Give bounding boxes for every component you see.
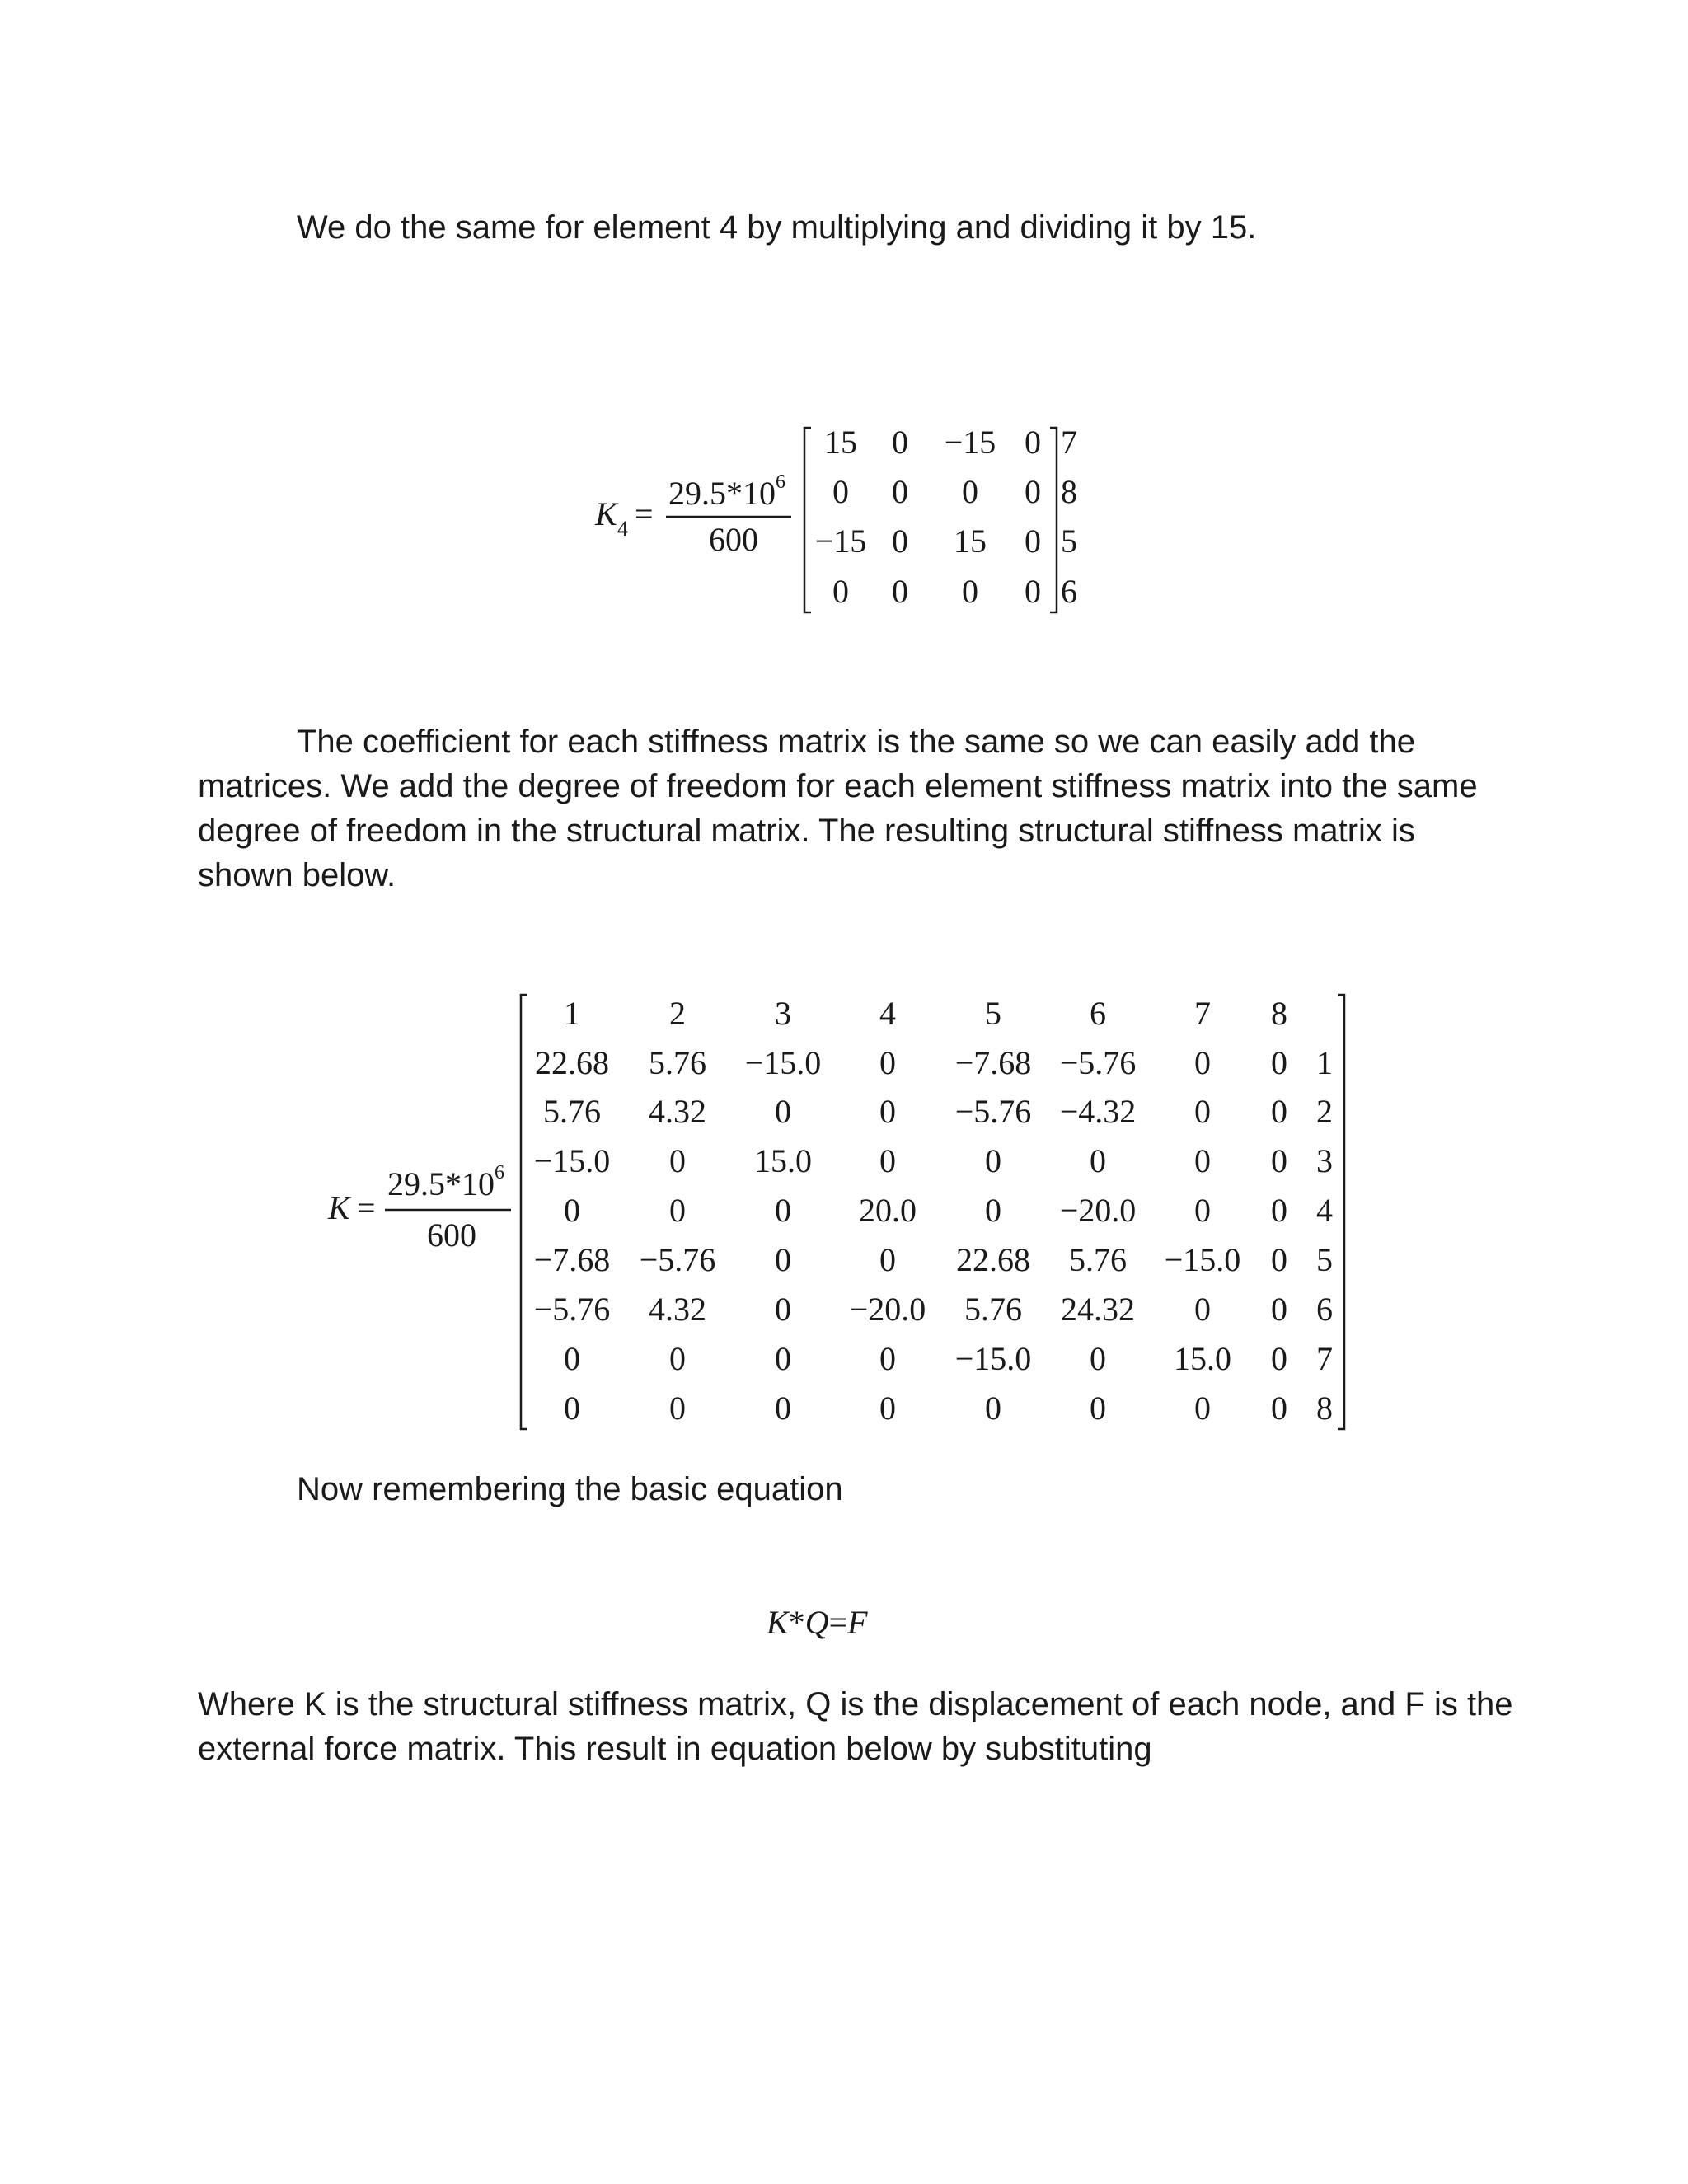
k-matrix-cell: 5.76 [1069, 1241, 1127, 1278]
k-matrix-cell: −15.0 [533, 1142, 611, 1179]
k-matrix-cell: −5.76 [533, 1291, 611, 1328]
k-matrix-cell: 0 [1194, 1142, 1211, 1179]
k-matrix-cell: −4.32 [1059, 1093, 1137, 1130]
k-column-header: 5 [985, 995, 1001, 1032]
k-column-header: 3 [775, 995, 791, 1032]
k-dof-label: 7 [1316, 1340, 1333, 1377]
k-matrix-cell: 22.68 [956, 1241, 1030, 1278]
k-column-header: 1 [564, 995, 580, 1032]
k-coefficient-denominator: 600 [427, 1216, 476, 1254]
k-right-bracket [1338, 995, 1344, 1429]
k-matrix-cell: 0 [775, 1340, 791, 1377]
k-matrix-cell: 0 [1271, 1093, 1287, 1130]
k-matrix-cell: −5.76 [1059, 1044, 1137, 1081]
k-matrix-cell: 0 [1194, 1192, 1211, 1229]
k-lhs: K [328, 1189, 350, 1226]
k-matrix-cell: −15.0 [1164, 1241, 1241, 1278]
k-column-header: 8 [1271, 995, 1287, 1032]
k-equals: = [357, 1189, 376, 1226]
k-matrix-cell: 0 [1271, 1340, 1287, 1377]
k-matrix-cell: 0 [1271, 1241, 1287, 1278]
k4-matrix-cell: 0 [962, 573, 978, 610]
k4-lhs: K [595, 495, 617, 532]
k-dof-label: 5 [1316, 1241, 1333, 1278]
k-matrix-cell: 0 [775, 1390, 791, 1427]
k4-matrix-cell: 0 [962, 473, 978, 510]
k-matrix-cell: 0 [879, 1241, 896, 1278]
k-matrix-cell: 0 [985, 1142, 1001, 1179]
k-matrix-cell: 0 [1271, 1192, 1287, 1229]
k4-matrix-cell: −15 [814, 523, 867, 560]
eq-basic-star: * [788, 1604, 805, 1641]
k4-equals: = [635, 495, 654, 532]
k4-matrix-cell: 0 [1025, 473, 1041, 510]
k-matrix-cell: −7.68 [533, 1241, 611, 1278]
k4-matrix-cell: 0 [832, 473, 849, 510]
k-matrix-cell: 0 [775, 1291, 791, 1328]
k-matrix-cell: −15.0 [954, 1340, 1032, 1377]
k-matrix-cell: −15.0 [744, 1044, 822, 1081]
k-column-header: 2 [669, 995, 686, 1032]
k-matrix-cell: 0 [1271, 1291, 1287, 1328]
k-matrix-cell: 0 [879, 1044, 896, 1081]
k-matrix-cell: 0 [879, 1142, 896, 1179]
k-matrix-cell: 0 [1194, 1044, 1211, 1081]
k4-matrix [804, 424, 1077, 612]
equation-basic [767, 1603, 868, 1642]
k4-lhs-subscript: 4 [617, 517, 628, 541]
k4-matrix-cell: 0 [832, 573, 849, 610]
k-matrix-cell: 0 [879, 1390, 896, 1427]
k-coefficient-numerator: 29.5*10 [387, 1165, 495, 1202]
k-matrix-cell: 0 [985, 1192, 1001, 1229]
k-matrix-cell: −5.76 [954, 1093, 1032, 1130]
eq-basic-q: Q [804, 1604, 829, 1641]
k-dof-label: 8 [1316, 1390, 1333, 1427]
k4-matrix-cell: 0 [892, 473, 908, 510]
paragraph-basic-equation: Now remembering the basic equation [297, 1471, 843, 1507]
k4-matrix-cell: 0 [1025, 573, 1041, 610]
k-matrix-cell: 0 [669, 1142, 686, 1179]
paragraph-coefficient [198, 719, 1517, 898]
k-matrix-cell: −20.0 [849, 1291, 926, 1328]
k4-coefficient-numerator: 29.5*10 [668, 475, 776, 512]
k4-dof-label: 7 [1061, 424, 1077, 461]
k-matrix-cell: 0 [1271, 1390, 1287, 1427]
k-matrix-cell: 0 [1271, 1044, 1287, 1081]
k-dof-label: 3 [1316, 1142, 1333, 1179]
k-coefficient-exponent: 6 [495, 1162, 504, 1183]
k-matrix [521, 995, 1344, 1429]
k-matrix-cell: 0 [1194, 1291, 1211, 1328]
k-matrix-cell: 0 [669, 1340, 686, 1377]
k-matrix-cell: 15.0 [754, 1142, 812, 1179]
k4-matrix-cell: 0 [892, 573, 908, 610]
k-matrix-cell: 0 [879, 1093, 896, 1130]
k4-coefficient-exponent: 6 [776, 471, 785, 493]
k-left-bracket [521, 995, 528, 1429]
k-matrix-cell: −5.76 [639, 1241, 716, 1278]
k-matrix-cell: 5.76 [964, 1291, 1022, 1328]
k-matrix-cell: 0 [669, 1192, 686, 1229]
paragraph-element-4: We do the same for element 4 by multiplying and dividing it by 15. [297, 209, 1257, 246]
k-matrix-cell: −7.68 [954, 1044, 1032, 1081]
k4-dof-label: 5 [1061, 523, 1077, 560]
k4-matrix-cell: −15 [944, 424, 996, 461]
eq-basic-k: K [767, 1604, 789, 1641]
k-matrix-cell: 15.0 [1174, 1340, 1231, 1377]
k-matrix-cell: 0 [879, 1340, 896, 1377]
k4-matrix-cell: 0 [892, 424, 908, 461]
k-matrix-cell: 5.76 [543, 1093, 601, 1130]
k4-right-bracket [1050, 428, 1057, 612]
k-matrix-cell: 4.32 [649, 1291, 706, 1328]
k-matrix-cell: 0 [775, 1192, 791, 1229]
k-matrix-cell: 0 [564, 1192, 580, 1229]
k4-dof-label: 6 [1061, 573, 1077, 610]
k-column-header: 4 [879, 995, 896, 1032]
k-matrix-cell: 20.0 [859, 1192, 917, 1229]
k-matrix-cell: 4.32 [649, 1093, 706, 1130]
k-matrix-cell: 0 [985, 1390, 1001, 1427]
paragraph-where-k: Where K is the structural stiffness matrix, Q is the displacement of each node, and F is the external force matrix. This result in equation below by substituting [198, 1686, 1513, 1767]
k4-coefficient-denominator: 600 [709, 521, 758, 558]
k-matrix-cell: −20.0 [1059, 1192, 1137, 1229]
k-dof-label: 4 [1316, 1192, 1333, 1229]
paragraph-coefficient-text: The coefficient for each stiffness matrix is the same so we can easily add the matrices. We add the degree of freedom for each element stiffness matrix into the same degree of freedom in the structural matrix. The resulting structural stiffness matrix is shown below. [198, 724, 1478, 893]
k-matrix-cell: 0 [1090, 1390, 1106, 1427]
eq-basic-f: F [847, 1604, 868, 1641]
k-matrix-cell: 24.32 [1061, 1291, 1135, 1328]
k4-left-bracket [804, 428, 811, 612]
k-dof-label: 2 [1316, 1093, 1333, 1130]
k-matrix-cell: 0 [775, 1093, 791, 1130]
eq-basic-equals: = [828, 1604, 848, 1641]
k4-dof-label: 8 [1061, 473, 1077, 510]
k-column-header: 7 [1194, 995, 1211, 1032]
k-matrix-cell: 0 [1194, 1093, 1211, 1130]
k-matrix-cell: 5.76 [649, 1044, 706, 1081]
k-dof-label: 1 [1316, 1044, 1333, 1081]
k-matrix-cell: 0 [564, 1340, 580, 1377]
k4-matrix-cell: 0 [1025, 424, 1041, 461]
k4-matrix-cell: 15 [824, 424, 857, 461]
k4-matrix-cell: 0 [1025, 523, 1041, 560]
k-matrix-cell: 0 [564, 1390, 580, 1427]
k-matrix-cell: 22.68 [535, 1044, 609, 1081]
k4-matrix-cell: 0 [892, 523, 908, 560]
k-matrix-cell: 0 [1090, 1340, 1106, 1377]
k-matrix-cell: 0 [1271, 1142, 1287, 1179]
k4-matrix-cell: 15 [954, 523, 987, 560]
k-matrix-cell: 0 [775, 1241, 791, 1278]
k-matrix-cell: 0 [1194, 1390, 1211, 1427]
k-matrix-cell: 0 [669, 1390, 686, 1427]
k-dof-label: 6 [1316, 1291, 1333, 1328]
k-column-header: 6 [1090, 995, 1106, 1032]
k-matrix-cell: 0 [1090, 1142, 1106, 1179]
